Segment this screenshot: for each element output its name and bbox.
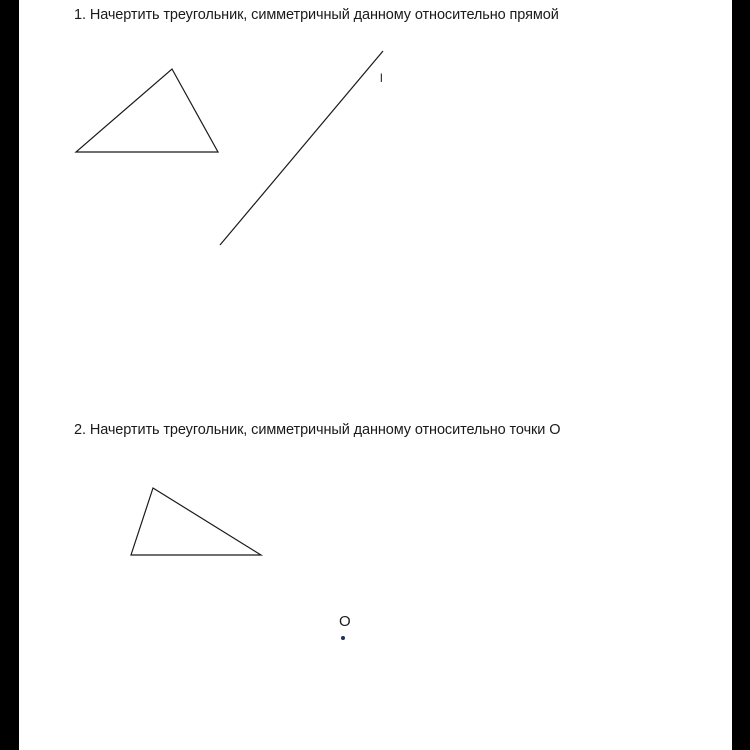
point-label: O	[339, 613, 351, 630]
symmetry-line	[220, 51, 383, 245]
line-label: l	[380, 71, 383, 85]
task-1-text: 1. Начертить треугольник, симметричный данному относительно прямой	[74, 7, 559, 23]
worksheet-drawings	[19, 0, 732, 750]
triangle-1	[76, 69, 218, 152]
triangle-2	[131, 488, 261, 555]
task-2-text: 2. Начертить треугольник, симметричный данному относительно точки O	[74, 422, 561, 438]
worksheet-page	[19, 0, 732, 750]
point-o	[341, 636, 345, 640]
